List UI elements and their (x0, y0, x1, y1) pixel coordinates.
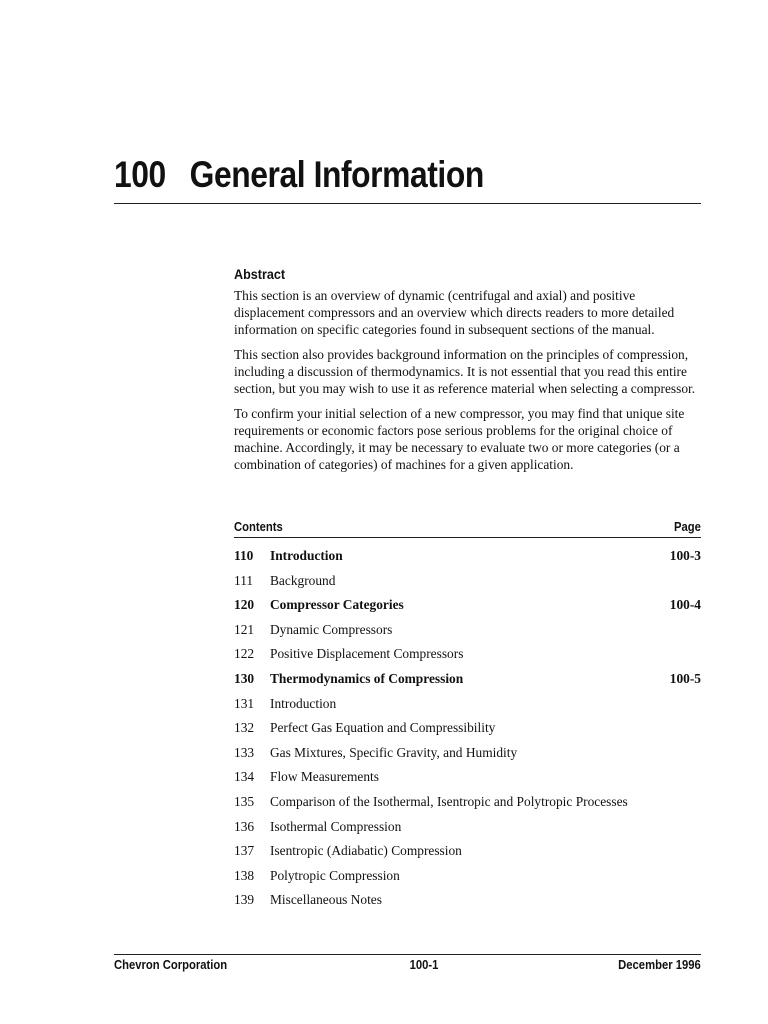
toc-section-title: Polytropic Compression (270, 867, 400, 883)
toc-section-title: Flow Measurements (270, 769, 379, 785)
toc-row (234, 868, 701, 893)
toc-row (234, 720, 701, 745)
contents-header (234, 520, 701, 538)
toc-row (234, 769, 701, 794)
toc-section-number: 136 (234, 818, 255, 834)
toc-page-number: 100-5 (669, 670, 701, 686)
toc-section-title: Background (270, 572, 336, 588)
contents-heading: Contents (234, 520, 283, 534)
toc-section-number: 130 (234, 670, 255, 686)
abstract-paragraph-2: This section also provides background information on the principles of compression, including a discussion of thermodynamics. It is not essential that you read this entire section, but you may wish to use it as reference material when selecting a compressor. (234, 347, 696, 396)
toc-page-number: 100-4 (669, 597, 701, 613)
toc-section-number: 120 (234, 597, 255, 613)
footer-page-number: 100-1 (410, 958, 439, 972)
title-rule (114, 203, 701, 204)
table-of-contents (234, 548, 701, 917)
toc-section-number: 139 (234, 892, 255, 908)
toc-section-title: Gas Mixtures, Specific Gravity, and Humidity (270, 744, 518, 760)
toc-row (234, 745, 701, 770)
toc-section-number: 131 (234, 695, 255, 711)
toc-section-number: 134 (234, 769, 255, 785)
page-heading: Page (674, 520, 701, 534)
toc-section-title: Thermodynamics of Compression (270, 670, 464, 686)
page-footer (114, 958, 701, 972)
toc-section-title: Perfect Gas Equation and Compressibility (270, 720, 496, 736)
toc-section-title: Isentropic (Adiabatic) Compression (270, 843, 462, 859)
toc-row (234, 671, 701, 696)
toc-section-number: 111 (234, 572, 254, 588)
toc-section-title: Dynamic Compressors (270, 621, 393, 637)
toc-row (234, 548, 701, 573)
toc-section-title: Compressor Categories (270, 597, 404, 613)
toc-section-number: 121 (234, 621, 255, 637)
abstract-section (234, 266, 701, 481)
toc-section-number: 132 (234, 720, 255, 736)
toc-row (234, 622, 701, 647)
toc-section-title: Positive Displacement Compressors (270, 646, 464, 662)
toc-row (234, 573, 701, 598)
chapter-title (114, 150, 484, 200)
chapter-title-text: General Information (189, 154, 484, 195)
toc-row (234, 696, 701, 721)
toc-row (234, 892, 701, 917)
toc-row (234, 794, 701, 819)
toc-section-title: Introduction (270, 695, 337, 711)
footer-date: December 1996 (618, 958, 701, 972)
toc-row (234, 646, 701, 671)
toc-page-number: 100-3 (669, 548, 701, 563)
toc-row (234, 843, 701, 868)
footer-rule (114, 954, 701, 955)
abstract-paragraph-1: This section is an overview of dynamic (centrifugal and axial) and positive displacement compressors and an overview which directs readers to more detailed information on specific categories found in subsequent sections of the manual. (234, 288, 675, 337)
toc-section-number: 135 (234, 793, 255, 809)
toc-section-title: Introduction (270, 548, 343, 563)
abstract-paragraph-3: To confirm your initial selection of a new compressor, you may find that unique site requirements or economic factors pose serious problems for the original choice of machine. Accordingly, it may be necessary to evaluate two or more categories (or a combination of categories) of machines for a given application. (234, 406, 685, 472)
toc-section-title: Isothermal Compression (270, 818, 402, 834)
toc-section-number: 138 (234, 867, 255, 883)
toc-section-title: Comparison of the Isothermal, Isentropic and Polytropic Processes (270, 793, 628, 809)
chapter-number: 100 (114, 154, 166, 195)
toc-section-number: 110 (234, 548, 254, 563)
toc-section-number: 122 (234, 646, 255, 662)
toc-row (234, 819, 701, 844)
toc-section-number: 133 (234, 744, 255, 760)
toc-row (234, 597, 701, 622)
contents-section (234, 520, 701, 917)
footer-company: Chevron Corporation (114, 958, 228, 972)
toc-section-title: Miscellaneous Notes (270, 892, 382, 908)
abstract-heading: Abstract (234, 266, 286, 282)
toc-section-number: 137 (234, 843, 255, 859)
